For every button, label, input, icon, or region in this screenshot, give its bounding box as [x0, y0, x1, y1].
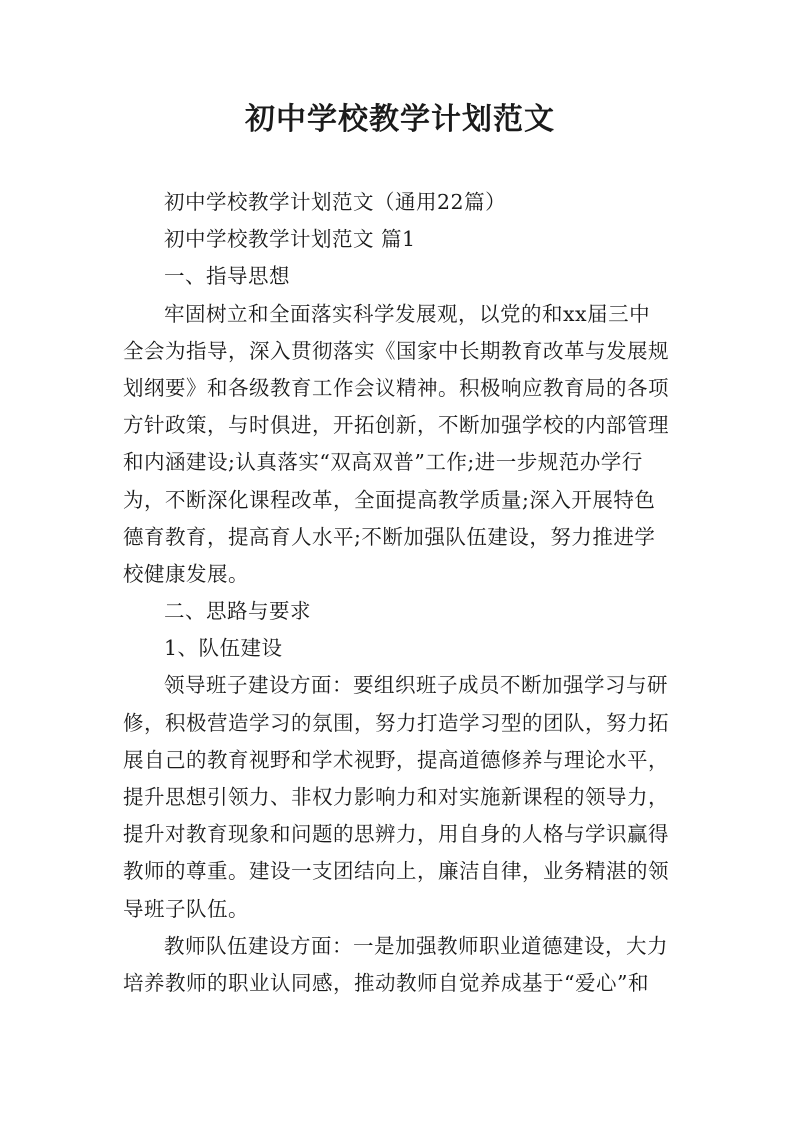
- document-body: [123, 184, 683, 1002]
- text-line: 展自己的教育视野和学术视野，提高道德修养与理论水平，: [123, 747, 669, 772]
- text-line: 提升思想引领力、非权力影响力和对实施新课程的领导力，: [123, 785, 669, 809]
- text-line: 校健康发展。: [123, 561, 249, 586]
- text-line: 提升对教育现象和问题的思辨力，用自身的人格与学识赢得: [123, 822, 669, 847]
- text-line: 德育教育，提高育人水平;不断加强队伍建设，努力推进学: [123, 524, 656, 549]
- text-line: 1、队伍建设: [164, 636, 283, 661]
- document-title: 初中学校教学计划范文: [245, 102, 555, 137]
- text-line: 牢固树立和全面落实科学发展观，以党的和xx届三中: [164, 301, 651, 326]
- text-line: 初中学校教学计划范文（通用22篇）: [164, 190, 507, 214]
- text-line: 划纲要》和各级教育工作会议精神。积极响应教育局的各项: [123, 375, 669, 400]
- text-line: 修，积极营造学习的氛围，努力打造学习型的团队，努力拓: [123, 710, 669, 735]
- text-line: 二、思路与要求: [164, 599, 311, 624]
- text-line: 教师队伍建设方面：一是加强教师职业道德建设，大力: [164, 933, 668, 958]
- text-line: 初中学校教学计划范文 篇1: [164, 227, 416, 252]
- text-line: 方针政策，与时俱进，开拓创新，不断加强学校的内部管理: [123, 413, 669, 438]
- text-line: 为，不断深化课程改革，全面提高教学质量;深入开展特色: [123, 487, 656, 512]
- text-line: 全会为指导，深入贯彻落实《国家中长期教育改革与发展规: [123, 338, 669, 363]
- text-line: 一、指导思想: [164, 264, 290, 289]
- text-line: 领导班子建设方面：要组织班子成员不断加强学习与研: [164, 673, 668, 698]
- text-line: 导班子队伍。: [123, 896, 249, 921]
- text-line: 教师的尊重。建设一支团结向上，廉洁自律，业务精湛的领: [123, 859, 669, 884]
- text-line: 和内涵建设;认真落实“双高双普”工作;进一步规范办学行: [123, 450, 643, 475]
- text-line: 培养教师的职业认同感，推动教师自觉养成基于“爱心”和: [123, 970, 649, 995]
